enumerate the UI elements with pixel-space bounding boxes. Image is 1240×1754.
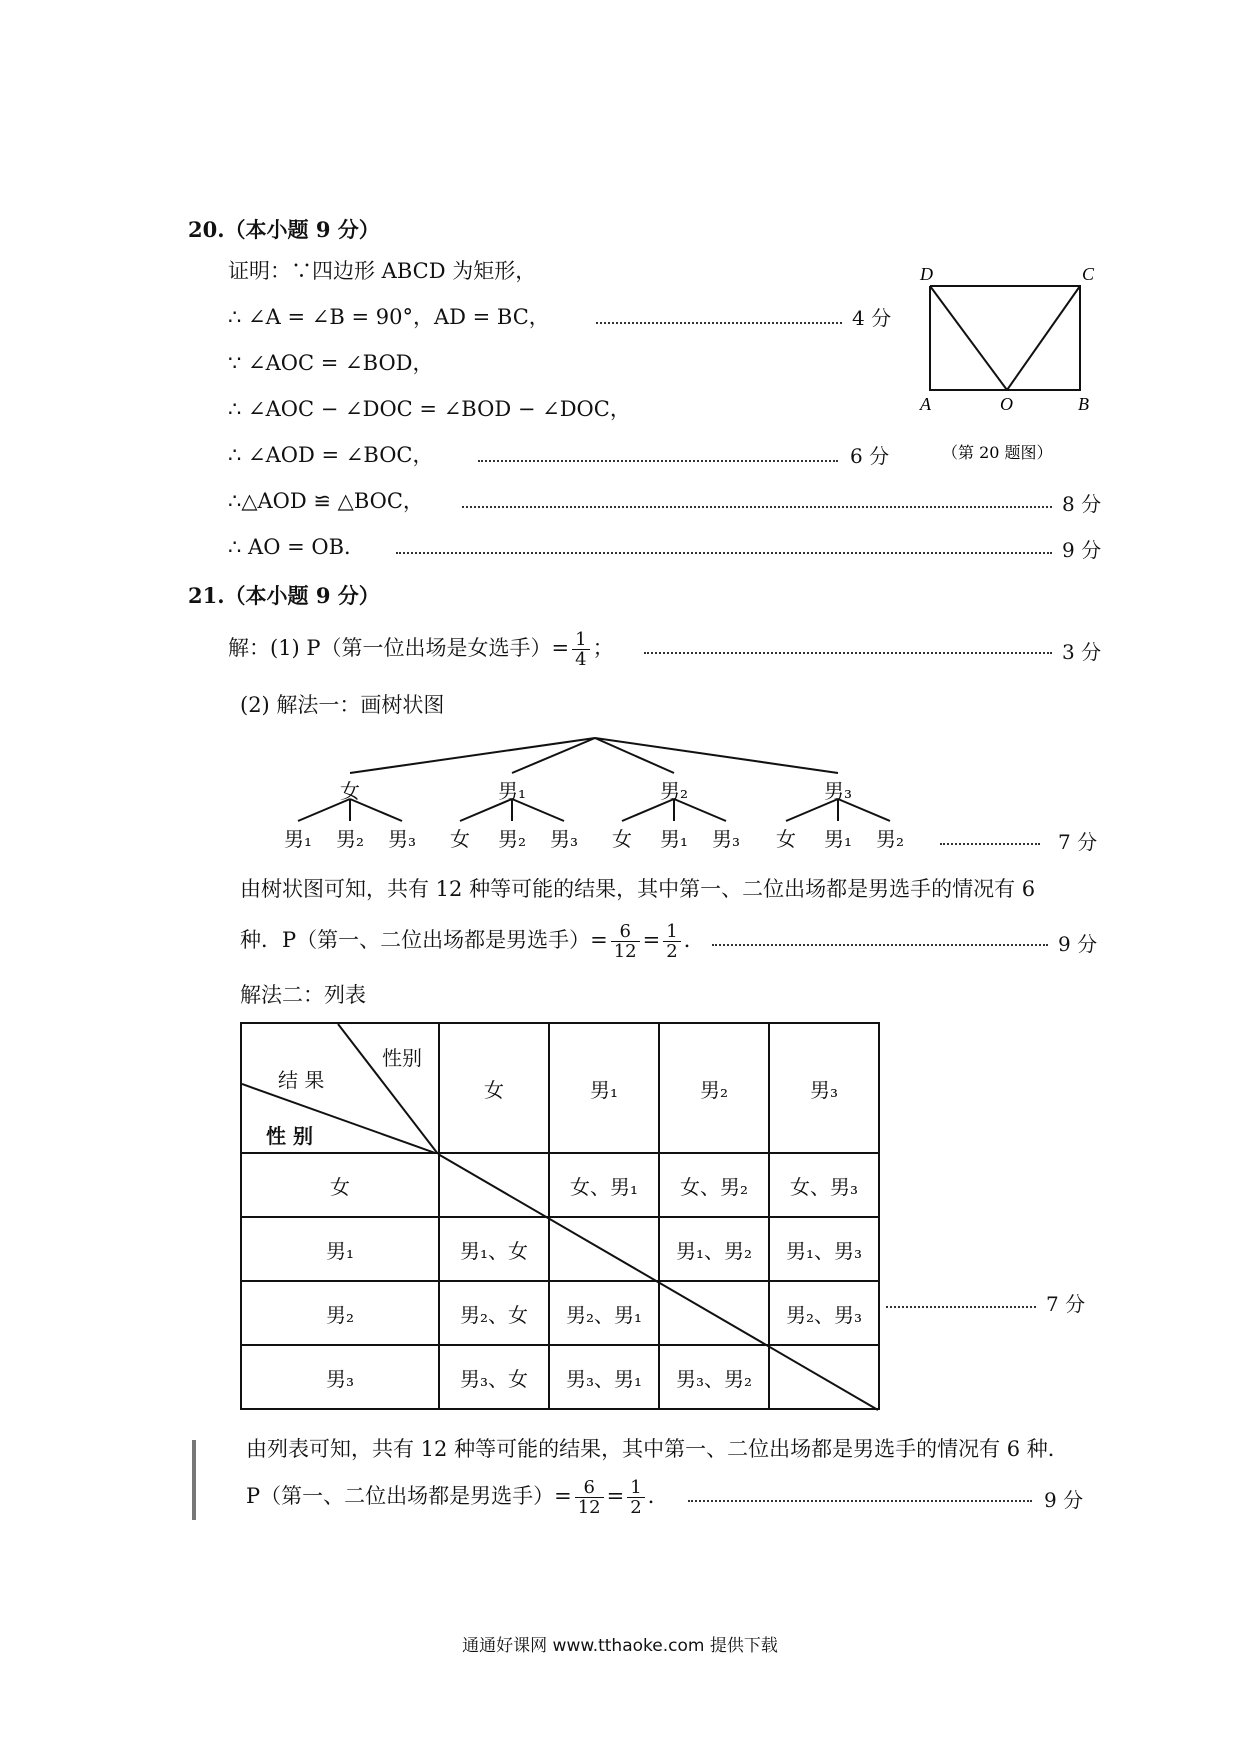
tree-level2-node: 女	[612, 827, 632, 851]
fraction-6-12: $\frac{6}{12}$	[611, 922, 640, 961]
q20-figure	[910, 258, 1100, 478]
table-score: 7 分	[1046, 1292, 1086, 1316]
tree-level1-node: 男₂	[659, 779, 689, 803]
q20-line-7: ∴ AO = OB．	[228, 535, 366, 559]
table-cell: 女、男₃	[769, 1153, 879, 1217]
table-cell: 男₁、女	[439, 1217, 549, 1281]
label-a: A	[920, 394, 931, 414]
tree-conclusion-score: 9 分	[1058, 932, 1098, 956]
q20-line-5: ∴ ∠AOD = ∠BOC，	[228, 443, 434, 467]
scan-margin-mark	[192, 1440, 196, 1520]
label-d: D	[920, 264, 933, 284]
q20-score-7: 9 分	[1062, 538, 1102, 562]
tree-level1-node: 男₃	[823, 779, 853, 803]
table-diagonal	[436, 1152, 880, 1412]
figure-caption: （第 20 题图）	[942, 443, 1053, 462]
tree-level2-node: 男₁	[823, 827, 853, 851]
q20-line-2: ∴ ∠A = ∠B = 90°，AD = BC，	[228, 305, 550, 329]
label-c: C	[1082, 264, 1095, 284]
q20-leader-2	[596, 322, 842, 324]
table-cell: 男₃、男₂	[659, 1345, 769, 1409]
row-header: 男₃	[241, 1345, 439, 1409]
tree-conclusion-2: 种．P（第一、二位出场都是男选手）= $\frac{6}{12}$ = $\frac{1}{2}$ ．	[240, 921, 705, 962]
table-cell: 女、男₂	[659, 1153, 769, 1217]
tree-conclusion-1: 由树状图可知，共有 12 种等可能的结果，其中第一、二位出场都是男选手的情况有 6	[240, 877, 1036, 901]
q20-leader-7	[396, 552, 1052, 554]
table-cell: 男₃、男₁	[549, 1345, 659, 1409]
segment-do	[930, 286, 1007, 390]
corner-bottom-label: 性 别	[266, 1124, 313, 1148]
row-header: 女	[241, 1153, 439, 1217]
rectangle-abcd	[930, 286, 1080, 390]
table-leader	[886, 1306, 1036, 1308]
tree-level2-node: 男₂	[335, 827, 365, 851]
q21-part1-text: 解：(1) P（第一位出场是女选手）=	[228, 636, 570, 660]
tree-conclusion-leader	[712, 944, 1048, 946]
footer-credit: 通通好课网 www.tthaoke.com 提供下载	[462, 1636, 778, 1656]
table-cell: 女、男₁	[549, 1153, 659, 1217]
col-header: 女	[439, 1023, 549, 1153]
fraction-1-2: $\frac{1}{2}$	[663, 922, 680, 961]
q21-header: 21.（本小题 9 分）	[188, 583, 380, 608]
q21-part1: 解：(1) P（第一位出场是女选手）= $\frac{1}{4}$ ；	[228, 629, 614, 670]
tree-level2-node: 男₁	[283, 827, 313, 851]
corner-top-label: 性别	[382, 1046, 422, 1070]
q20-line-4: ∴ ∠AOC − ∠DOC = ∠BOD − ∠DOC，	[228, 397, 631, 421]
table-cell: 男₁、男₃	[769, 1217, 879, 1281]
tree-level2-node: 男₃	[549, 827, 579, 851]
tree-level2-node: 男₂	[497, 827, 527, 851]
row-header: 男₂	[241, 1281, 439, 1345]
row-header: 男₁	[241, 1217, 439, 1281]
table-cell: 男₂、男₃	[769, 1281, 879, 1345]
q20-score-5: 6 分	[850, 444, 890, 468]
table-corner	[241, 1023, 439, 1153]
fraction-1-2: $\frac{1}{2}$	[627, 1478, 644, 1517]
col-header: 男₃	[769, 1023, 879, 1153]
tree-level2-node: 女	[450, 827, 470, 851]
q20-line-6: ∴△AOD ≌ △BOC，	[228, 489, 424, 513]
tree-level1-node: 男₁	[497, 779, 527, 803]
q21-leader-1	[644, 652, 1052, 654]
q20-score-6: 8 分	[1062, 492, 1102, 516]
tree-level1-node: 女	[340, 779, 360, 803]
q20-line-1: 证明：∵四边形 ABCD 为矩形，	[228, 259, 537, 283]
tree-leader	[940, 843, 1040, 845]
q21-part1-fraction: $\frac{1}{4}$	[572, 630, 589, 669]
label-b: B	[1078, 394, 1089, 414]
tree-level2-node: 男₃	[711, 827, 741, 851]
tree-level2-node: 男₂	[875, 827, 905, 851]
q20-line-3: ∵ ∠AOC = ∠BOD，	[228, 351, 434, 375]
q21-score-1: 3 分	[1062, 640, 1102, 664]
fraction-6-12: $\frac{6}{12}$	[575, 1478, 604, 1517]
col-header: 男₁	[549, 1023, 659, 1153]
tree-level2-node: 女	[776, 827, 796, 851]
col-header: 男₂	[659, 1023, 769, 1153]
table-cell: 男₁、男₂	[659, 1217, 769, 1281]
table-conclusion-2: P（第一、二位出场都是男选手）= $\frac{6}{12}$ = $\frac{1}{2}$ ．	[246, 1477, 669, 1518]
q20-leader-6	[462, 506, 1052, 508]
tree-score: 7 分	[1058, 830, 1098, 854]
table-cell: 男₂、女	[439, 1281, 549, 1345]
table-cell: 男₂、男₁	[549, 1281, 659, 1345]
tree-level2-node: 男₃	[387, 827, 417, 851]
table-conclusion-1: 由列表可知，共有 12 种等可能的结果，其中第一、二位出场都是男选手的情况有 6 种．	[246, 1437, 1069, 1461]
label-o: O	[1000, 394, 1013, 414]
table-conclusion-score: 9 分	[1044, 1488, 1084, 1512]
q20-header: 20.（本小题 9 分）	[188, 217, 380, 242]
tree-level2-node: 男₁	[659, 827, 689, 851]
q20-leader-5	[478, 460, 838, 462]
corner-mid-label: 结 果	[278, 1068, 325, 1092]
segment-co	[1007, 286, 1080, 390]
table-conclusion-leader	[688, 1500, 1032, 1502]
q20-score-2: 4 分	[852, 306, 892, 330]
method2-title: 解法二：列表	[240, 983, 366, 1007]
table-cell: 男₃、女	[439, 1345, 549, 1409]
q21-part2-title: (2) 解法一：画树状图	[240, 693, 445, 717]
